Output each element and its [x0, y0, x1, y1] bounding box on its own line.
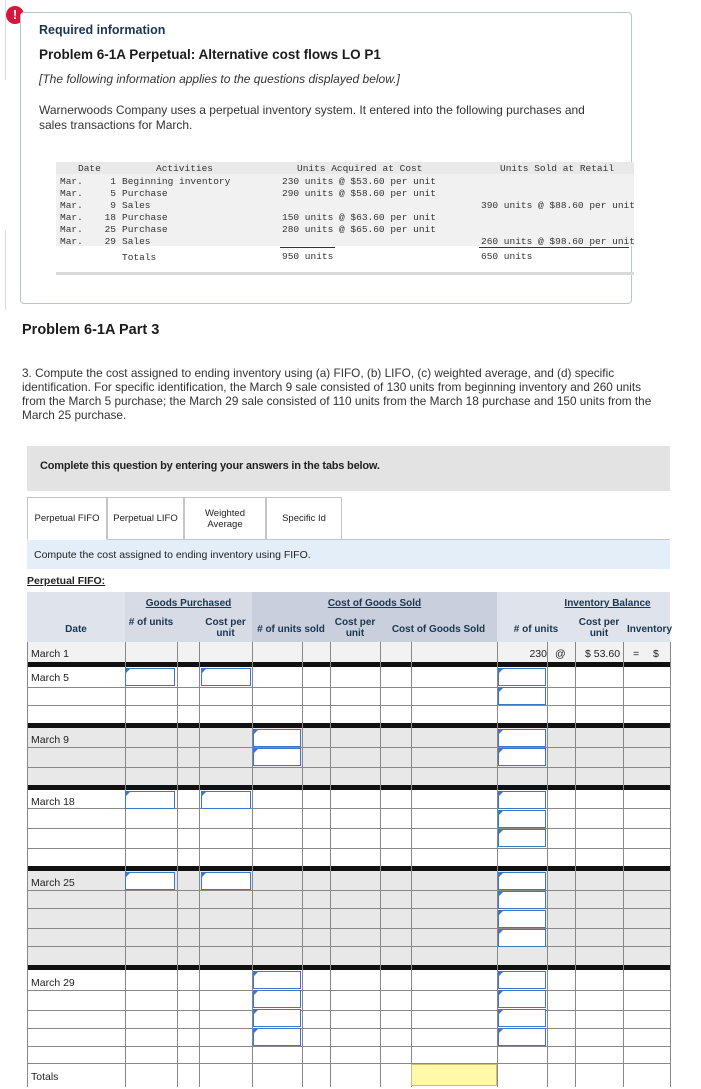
purchase-units-input[interactable]: [125, 872, 175, 890]
txn-activity: Purchase: [122, 188, 168, 199]
march1-balance-units: 230: [529, 648, 547, 660]
balance-units-input[interactable]: [498, 891, 546, 909]
row-line: [27, 928, 670, 929]
march1-row-bg: [27, 642, 670, 662]
row-line: [27, 1028, 670, 1029]
balance-units-input[interactable]: [498, 791, 546, 809]
row-label-march-1: March 1: [31, 648, 69, 660]
group-goods-purchased: Goods Purchased: [145, 598, 232, 609]
column-line: [125, 642, 126, 1087]
col-sold-cost: Cost per unit: [334, 617, 376, 639]
txn-day: 9: [110, 200, 116, 211]
row-line: [27, 1010, 670, 1011]
txn-activity: Sales: [122, 236, 151, 247]
section-separator: [27, 662, 670, 667]
alert-icon: !: [6, 6, 24, 24]
txn-acquired: 280 units @ $65.60 per unit: [282, 224, 436, 235]
col-balance-cost: Cost per unit: [578, 617, 620, 639]
equals-sign: =: [633, 648, 640, 660]
column-line: [411, 642, 412, 1087]
balance-units-input[interactable]: [498, 910, 546, 928]
txn-month: Mar.: [60, 200, 83, 211]
section-separator: [27, 866, 670, 871]
txn-day: 5: [110, 188, 116, 199]
balance-units-input[interactable]: [498, 971, 546, 989]
col-units-sold: # of units sold: [257, 624, 325, 635]
txn-day: 1: [110, 176, 116, 187]
sold-cost-input[interactable]: [253, 1028, 301, 1046]
txn-day: 18: [104, 212, 116, 223]
row-line: [27, 705, 670, 706]
prompt-text: Compute the cost assigned to ending inventory using FIFO.: [34, 549, 311, 561]
section-separator: [640, 785, 670, 790]
balance-units-input[interactable]: [498, 872, 546, 890]
column-line: [330, 642, 331, 1087]
txn-month: Mar.: [60, 176, 83, 187]
column-line: [547, 642, 548, 1087]
shaded-band: [27, 727, 670, 788]
tab-perpetual-lifo[interactable]: Perpetual LIFO: [107, 497, 184, 540]
row-line: [27, 767, 670, 768]
sold-cost-input[interactable]: [253, 971, 301, 989]
row-label-march-29: March 29: [31, 977, 75, 989]
column-line: [670, 642, 671, 1087]
question-text: 3. Compute the cost assigned to ending inventory using (a) FIFO, (b) LIFO, (c) weighted average, and (d) specific identification. For specific identification, the March 9 sale consisted of 130 units from beginning inventory and 260 units from the March 5 purchase; the March 29 sale consisted of 110 units from the March 18 purchase and 150 units from the March 25 purchase.: [22, 366, 652, 422]
balance-units-input[interactable]: [498, 687, 546, 705]
sold-cost-input[interactable]: [253, 1009, 301, 1027]
row-line: [27, 946, 670, 947]
txn-sold: 260 units @ $98.60 per unit: [481, 236, 635, 247]
cogs-total-cell[interactable]: [411, 1064, 497, 1086]
txn-activity: Purchase: [122, 212, 168, 223]
balance-units-input[interactable]: [498, 829, 546, 847]
problem-description: Warnerwoods Company uses a perpetual inventory system. It entered into the following purchases and sales transactions for March.: [39, 103, 585, 132]
sheet-title: Perpetual FIFO:: [27, 575, 106, 587]
col-date: Date: [65, 624, 87, 635]
column-line: [199, 642, 200, 1087]
col-cogs: Cost of Goods Sold: [391, 624, 486, 635]
row-label-march-18: March 18: [31, 796, 75, 808]
column-line: [177, 642, 178, 1087]
required-info-title: Required information: [39, 23, 166, 37]
section-separator: [27, 785, 670, 790]
purchase-units-input[interactable]: [125, 668, 175, 686]
col-purchase-units: # of units: [128, 617, 174, 628]
txn-activity: Beginning inventory: [122, 176, 231, 187]
problem-title: Problem 6-1A Perpetual: Alternative cost flows LO P1: [39, 47, 381, 62]
march1-balance-cost: $ 53.60: [585, 648, 621, 660]
purchase-units-input[interactable]: [125, 791, 175, 809]
row-line: [27, 828, 670, 829]
txn-day: 25: [104, 224, 116, 235]
tab-weighted-average[interactable]: Weighted Average: [184, 497, 266, 540]
row-line: [27, 747, 670, 748]
part-title: Problem 6-1A Part 3: [22, 322, 160, 338]
shaded-band: [27, 870, 670, 965]
txn-header-activities: Activities: [156, 163, 214, 174]
balance-units-input[interactable]: [498, 729, 546, 747]
balance-units-input[interactable]: [498, 1028, 546, 1046]
col-balance-units: # of units: [513, 624, 559, 635]
info-note: [The following information applies to the questions displayed below.]: [39, 72, 400, 86]
row-line: [27, 808, 670, 809]
txn-acquired: 290 units @ $58.60 per unit: [282, 188, 436, 199]
column-line: [302, 642, 303, 1087]
row-line: [27, 1046, 670, 1047]
dollar-sign: $: [653, 648, 659, 660]
balance-units-input[interactable]: [498, 748, 546, 766]
sold-cost-input[interactable]: [253, 990, 301, 1008]
txn-month: Mar.: [60, 224, 83, 235]
row-line: [27, 687, 670, 688]
row-line: [27, 848, 670, 849]
purchase-cost-input[interactable]: [201, 872, 251, 890]
balance-units-input[interactable]: [498, 1009, 546, 1027]
sold-cost-input[interactable]: [253, 729, 301, 747]
txn-month: Mar.: [60, 212, 83, 223]
txn-activity: Purchase: [122, 224, 168, 235]
txn-header-acquired: Units Acquired at Cost: [297, 163, 423, 174]
balance-units-input[interactable]: [498, 810, 546, 828]
col-inventory: Inventory: [627, 624, 673, 635]
group-cogs: Cost of Goods Sold: [327, 598, 422, 609]
row-label-march-5: March 5: [31, 672, 69, 684]
column-line: [575, 642, 576, 1087]
txn-month: Mar.: [60, 188, 83, 199]
tab-specific-id[interactable]: Specific Id: [266, 497, 342, 540]
txn-total-acquired: 950 units: [282, 251, 334, 262]
txn-day: 29: [104, 236, 116, 247]
txn-totals-label: Totals: [122, 252, 157, 263]
row-label-march-9: March 9: [31, 734, 69, 746]
txn-acquired: 150 units @ $63.60 per unit: [282, 212, 436, 223]
row-line: [27, 890, 670, 891]
txn-header-sold: Units Sold at Retail: [500, 163, 615, 174]
balance-units-input[interactable]: [498, 990, 546, 1008]
txn-sold: 390 units @ $88.60 per unit: [481, 200, 635, 211]
section-separator: [27, 723, 670, 728]
purchase-cost-input[interactable]: [201, 668, 251, 686]
column-line: [380, 642, 381, 1087]
instruction-text: Complete this question by entering your answers in the tabs below.: [40, 460, 380, 472]
row-label-march-25: March 25: [31, 877, 75, 889]
at-sign: @: [555, 648, 566, 660]
balance-units-input[interactable]: [498, 929, 546, 947]
row-label-totals: Totals: [31, 1071, 59, 1083]
txn-header-date: Date: [78, 163, 101, 174]
col-purchase-cost: Cost per unit: [205, 617, 246, 639]
purchase-cost-input[interactable]: [201, 791, 251, 809]
txn-month: Mar.: [60, 236, 83, 247]
sold-cost-input[interactable]: [253, 748, 301, 766]
row-line: [27, 908, 670, 909]
row-line: [27, 1063, 670, 1064]
column-line: [27, 642, 28, 1087]
balance-units-input[interactable]: [498, 668, 546, 686]
txn-total-sold: 650 units: [481, 251, 533, 262]
row-line: [27, 990, 670, 991]
txn-activity: Sales: [122, 200, 151, 211]
group-inventory-balance: Inventory Balance: [564, 598, 651, 609]
txn-acquired: 230 units @ $53.60 per unit: [282, 176, 436, 187]
tab-perpetual-fifo[interactable]: Perpetual FIFO: [27, 497, 107, 540]
section-separator: [27, 965, 670, 970]
column-line: [623, 642, 624, 1087]
